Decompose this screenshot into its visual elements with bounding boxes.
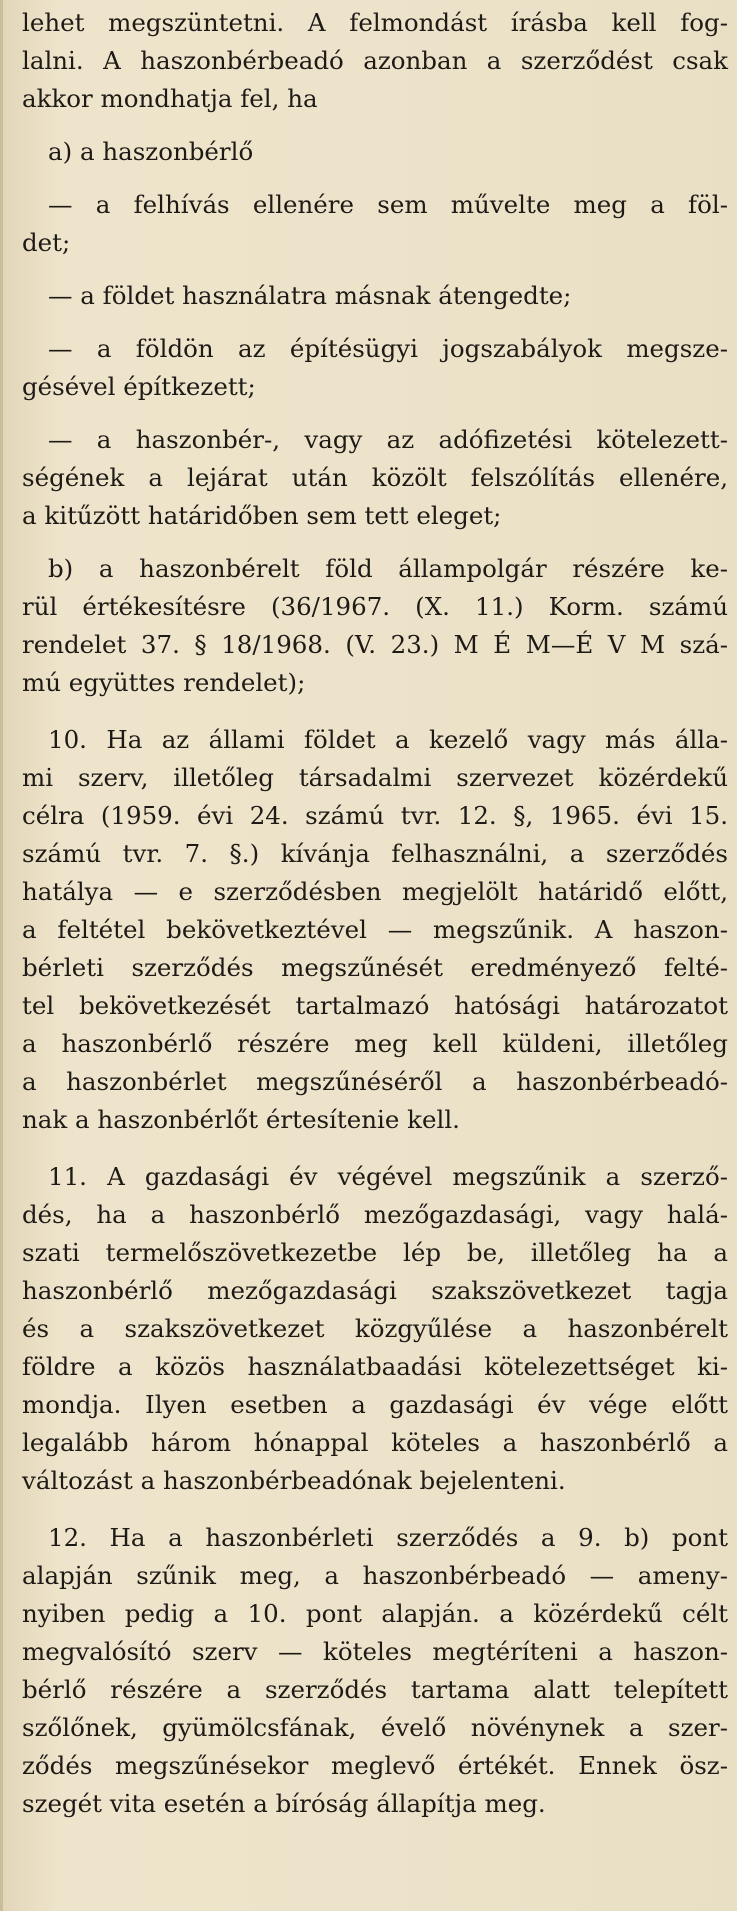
text-line: — a felhívás ellenére sem művelte meg a föl- [48,190,728,219]
text-line: — a földet használatra másnak átengedte; [48,281,572,310]
text-line: a kitűzött határidőben sem tett eleget; [22,501,502,530]
text-line: mondja. Ilyen esetben a gazdasági év vége előtt [22,1390,728,1419]
text-line: nyiben pedig a 10. pont alapján. a közérdekű célt [22,1599,728,1628]
text-line: tel bekövetkezését tartalmazó hatósági határozatot [22,991,728,1020]
text-line: alapján szűnik meg, a haszonbérbeadó — ameny- [22,1561,728,1590]
text-line: a feltétel bekövetkeztével — megszűnik. A haszon- [22,915,728,944]
text-line: rül értékesítésre (36/1967. (X. 11.) Korm. számú [22,592,728,621]
text-line: szati termelőszövetkezetbe lép be, illetőleg ha a [22,1238,728,1267]
text-line: gésével építkezett; [22,372,256,401]
text-line: a haszonbérlet megszűnéséről a haszonbérbeadó- [22,1067,728,1096]
paragraph-a-item-3 [22,330,728,406]
text-line: bérleti szerződés megszűnését eredményező felté- [22,953,728,982]
text-line: mú együttes rendelet); [22,668,306,697]
text-line: — a földön az építésügyi jogszabályok megsze- [48,334,728,363]
text-line: mi szerv, illetőleg társadalmi szervezet közérdekű [22,763,728,792]
text-line: megvalósító szerv — köteles megtéríteni a haszon- [22,1637,728,1666]
text-line: a) a haszonbérlő [48,137,254,166]
paragraph-a-heading [22,133,728,171]
text-line: hatálya — e szerződésben megjelölt határidő előtt, [22,877,728,906]
paragraph-10 [22,721,728,1139]
text-line: lalni. A haszonbérbeadó azonban a szerződést csak [22,46,728,75]
page-edge [0,0,3,1911]
text-line: a haszonbérlő részére meg kell küldeni, illetőleg [22,1029,728,1058]
text-line: szőlőnek, gyümölcsfának, évelő növénynek a szer- [22,1713,728,1742]
text-line: és a szakszövetkezet közgyűlése a haszonbérelt [22,1314,728,1343]
text-line: ségének a lejárat után közölt felszólítás ellenére, [22,463,728,492]
paragraph-11 [22,1158,728,1500]
text-line: dés, ha a haszonbérlő mezőgazdasági, vagy halá- [22,1200,728,1229]
text-line: b) a haszonbérelt föld állampolgár részére ke- [48,554,728,583]
text-line: bérlő részére a szerződés tartama alatt telepített [22,1675,728,1704]
text-line: 12. Ha a haszonbérleti szerződés a 9. b) pont [48,1523,728,1552]
text-line: számú tvr. 7. §.) kívánja felhasználni, a szerződés [22,839,728,868]
paragraph-b [22,550,728,702]
paragraph-a-item-2 [22,277,728,315]
text-line: 10. Ha az állami földet a kezelő vagy más álla- [48,725,728,754]
document-text [22,4,728,1823]
paragraph-a-item-1 [22,186,728,262]
text-line: földre a közös használatbaadási kötelezettséget ki- [22,1352,728,1381]
text-line: lehet megszüntetni. A felmondást írásba kell fog- [22,8,728,37]
paragraph-intro [22,4,728,118]
text-line: szegét vita esetén a bíróság állapítja meg. [22,1789,546,1818]
paragraph-12 [22,1519,728,1823]
text-line: legalább három hónappal köteles a haszonbérlő a [22,1428,728,1457]
text-line: nak a haszonbérlőt értesítenie kell. [22,1105,460,1134]
text-line: — a haszonbér-, vagy az adófizetési kötelezett- [48,425,728,454]
text-line: ződés megszűnésekor meglevő értékét. Ennek ösz- [22,1751,728,1780]
text-line: változást a haszonbérbeadónak bejelenteni. [22,1466,566,1495]
text-line: célra (1959. évi 24. számú tvr. 12. §, 1965. évi 15. [22,801,728,830]
paragraph-a-item-4 [22,421,728,535]
text-line: 11. A gazdasági év végével megszűnik a szerző- [48,1162,728,1191]
text-line: akkor mondhatja fel, ha [22,84,318,113]
text-line: rendelet 37. § 18/1968. (V. 23.) M É M—É V M szá- [22,630,728,659]
text-line: haszonbérlő mezőgazdasági szakszövetkezet tagja [22,1276,728,1305]
text-line: det; [22,228,71,257]
